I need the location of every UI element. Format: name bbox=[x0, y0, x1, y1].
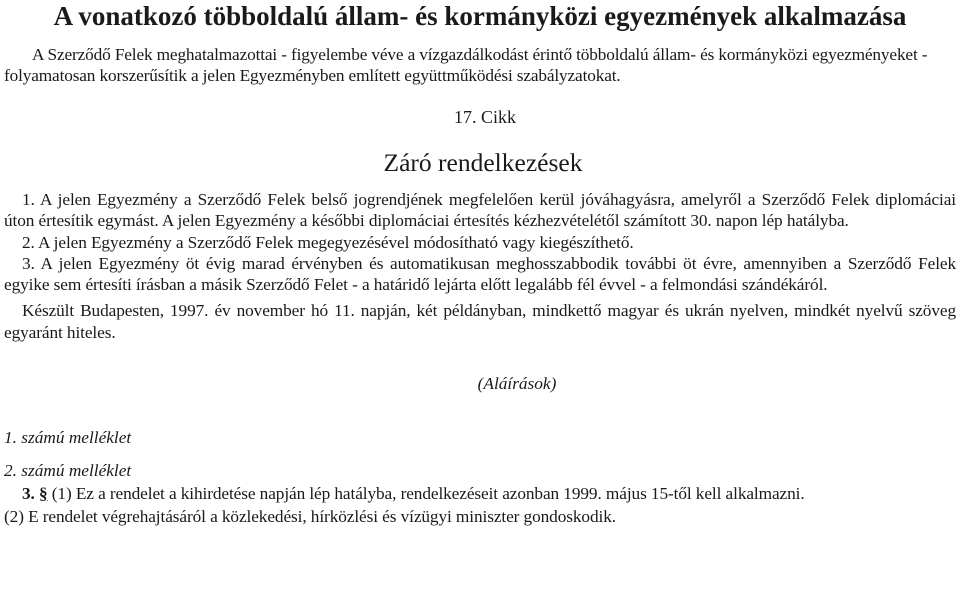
final-section-number: 3. bbox=[22, 484, 35, 504]
signing-clause: Készült Budapesten, 1997. év november hó 11. napján, két példányban, mindkettő magyar és ukrán nyelven, mindkét nyelvű szöveg egyaránt hiteles. bbox=[4, 301, 956, 342]
final-provision-line-2: (2) E rendelet végrehajtásáról a közlekedési, hírközlési és vízügyi miniszter gondoskodik. bbox=[4, 507, 616, 527]
section-sign-link[interactable]: § bbox=[39, 484, 48, 504]
final-provision-text-1: (1) Ez a rendelet a kihirdetése napján lép hatályba, rendelkezéseit azonban 1999. május 15-től kell alkalmazni. bbox=[47, 484, 805, 504]
intro-paragraph: A Szerződő Felek meghatalmazottai - figyelembe véve a vízgazdálkodást érintő többoldalú állam- és kormányközi egyezményeket - folyamatosan korszerűsítik a jelen Egyezményben említett együttműködési szabályzatokat. bbox=[4, 45, 928, 85]
section-title: Záró rendelkezések bbox=[383, 148, 583, 177]
paragraph-2: 2. A jelen Egyezmény a Szerződő Felek megegyezésével módosítható vagy kiegészíthető. bbox=[22, 232, 634, 252]
signatures-placeholder: (Aláírások) bbox=[477, 374, 557, 394]
document-page bbox=[4, 0, 956, 528]
annex-2-heading: 2. számú melléklet bbox=[4, 461, 132, 481]
paragraph-3: 3. A jelen Egyezmény öt évig marad érvényben és automatikusan meghosszabbodik további öt évre, amennyiben a Szerződő Felek egyike sem értesíti írásban a másik Szerződő Felet - a határidő lejárta előtt legalább fél évvel - a felmondási szándékáról. bbox=[4, 253, 956, 295]
document-title: A vonatkozó többoldalú állam- és kormányközi egyezmények alkalmazása bbox=[53, 1, 907, 31]
paragraph-1: 1. A jelen Egyezmény a Szerződő Felek belső jogrendjének megfelelően kerül jóváhagyásra, amelyről a Szerződő Felek diplomáciai úton értesítik egymást. A jelen Egyezmény a későbbi diplomáciai értesítés kézhezvételétől számított 30. napon lép hatályba. bbox=[4, 190, 956, 231]
annex-1-heading: 1. számú melléklet bbox=[4, 428, 132, 448]
article-number: 17. Cikk bbox=[453, 107, 516, 127]
final-provision-line-1 bbox=[4, 483, 956, 504]
